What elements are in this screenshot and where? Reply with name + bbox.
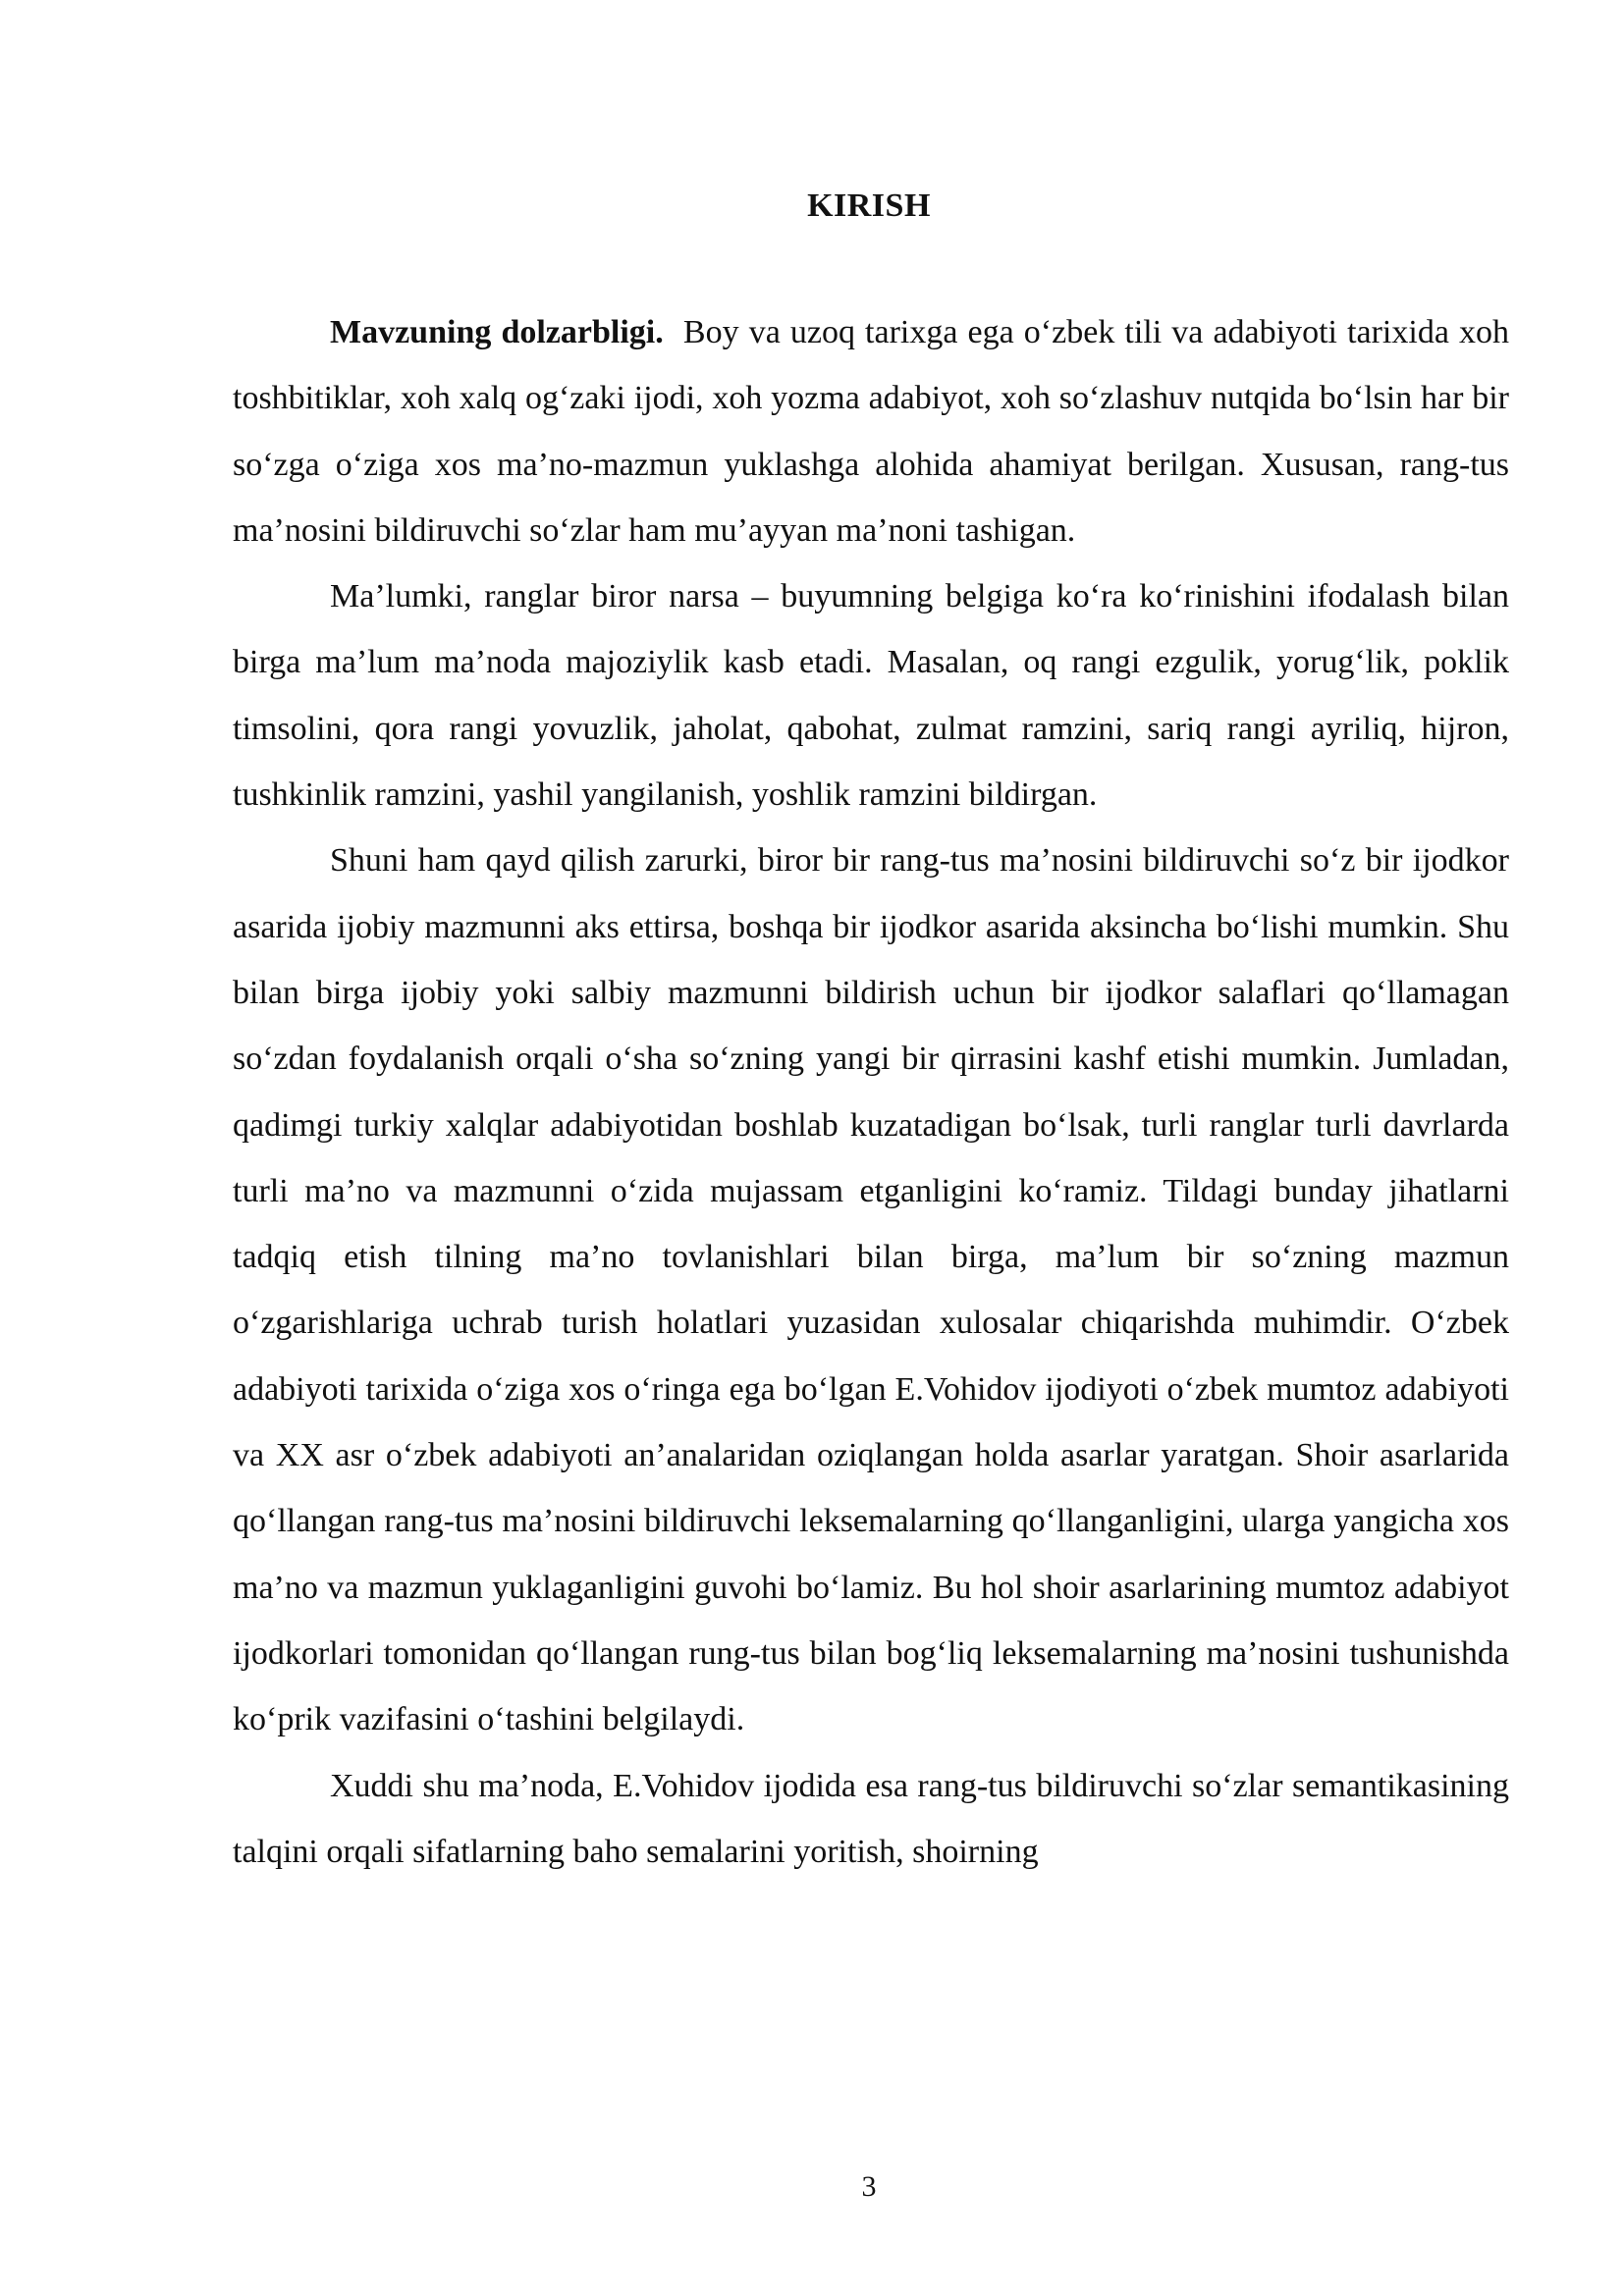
paragraph-text: Boy va uzoq tarixga ega o‘zbek tili va adabiyoti tarixida xoh toshbitiklar, xoh xalq og‘zaki ijodi, xoh yozma adabiyot, xoh so‘zlashuv nutqida bo‘lsin har bir so‘zga o‘ziga xos ma’no-mazmun yuklashga alohida ahamiyat berilgan. Xususan, rang-tus ma’nosini bildiruvchi so‘zlar ham mu’ayyan ma’noni tashigan. [233,314,1510,549]
paragraph-lead: Mavzuning dolzarbligi. [330,314,664,350]
paragraph-text: Ma’lumki, ranglar biror narsa – buyumning belgiga ko‘ra ko‘rinishini ifodalash bilan birga ma’lum ma’noda majoziylik kasb etadi. Masalan, oq rangi ezgulik, yorug‘lik, poklik timsolini, qora rangi yovuzlik, jaholat, qabohat, zulmat ramzini, sariq rangi ayriliq, hijron, tushkinlik ramzini, yashil yangilanish, yoshlik ramzini bildirgan. [233,578,1509,814]
paragraph-text: Shuni ham qayd qilish zarurki, biror bir rang-tus ma’nosini bildiruvchi so‘z bir ijodkor asarida ijobiy mazmunni aks ettirsa, boshqa bir ijodkor asarida aksincha bo‘lishi mumkin. Shu bilan birga ijobiy yoki salbiy mazmunni bildirish uchun bir ijodkor salaflari qo‘llamagan so‘zdan foydalanish orqali o‘sha so‘zning yangi bir qirrasini kashf etishi mumkin. Jumladan, qadimgi turkiy xalqlar adabiyotidan boshlab kuzatadigan bo‘lsak, turli ranglar turli davrlarda turli ma’no va mazmunni o‘zida mujassam etganligini ko‘ramiz. Tildagi bunday jihatlarni tadqiq etish tilning ma’no tovlanishlari bilan birga, ma’lum bir so‘zning mazmun o‘zgarishlariga uchrab turish holatlari yuzasidan xulosalar chiqarishda muhimdir. O‘zbek adabiyoti tarixida o‘ziga xos o‘ringa ega bo‘lgan E.Vohidov ijodiyoti o‘zbek mumtoz adabiyoti va XX asr o‘zbek adabiyoti an’analaridan oziqlangan holda asarlar yaratgan. Shoir asarlarida qo‘llangan rang-tus ma’nosini bildiruvchi leksemalarning qo‘llanganligini, ularga yangicha xos ma’no va mazmun yuklaganligini guvohi bo‘lamiz. Bu hol shoir asarlarining mumtoz adabiyot ijodkorlari tomonidan qo‘llangan rung-tus bilan bog‘liq leksemalarning ma’nosini tushunishda ko‘prik vazifasini o‘tashini belgilaydi. [233,842,1509,1738]
body-text [233,299,1509,1885]
paragraph-vohidov [233,1753,1509,1886]
paragraph-colors [233,563,1509,828]
paragraph-relevance [233,299,1509,563]
page-number: 3 [861,2170,877,2203]
section-title: KIRISH [807,187,931,224]
paragraph-text: Xuddi shu ma’noda, E.Vohidov ijodida esa rang-tus bildiruvchi so‘zlar semantikasining talqini orqali sifatlarning baho semalarini yoritish, shoirning [233,1767,1509,1870]
paragraph-meaning [233,828,1509,1752]
